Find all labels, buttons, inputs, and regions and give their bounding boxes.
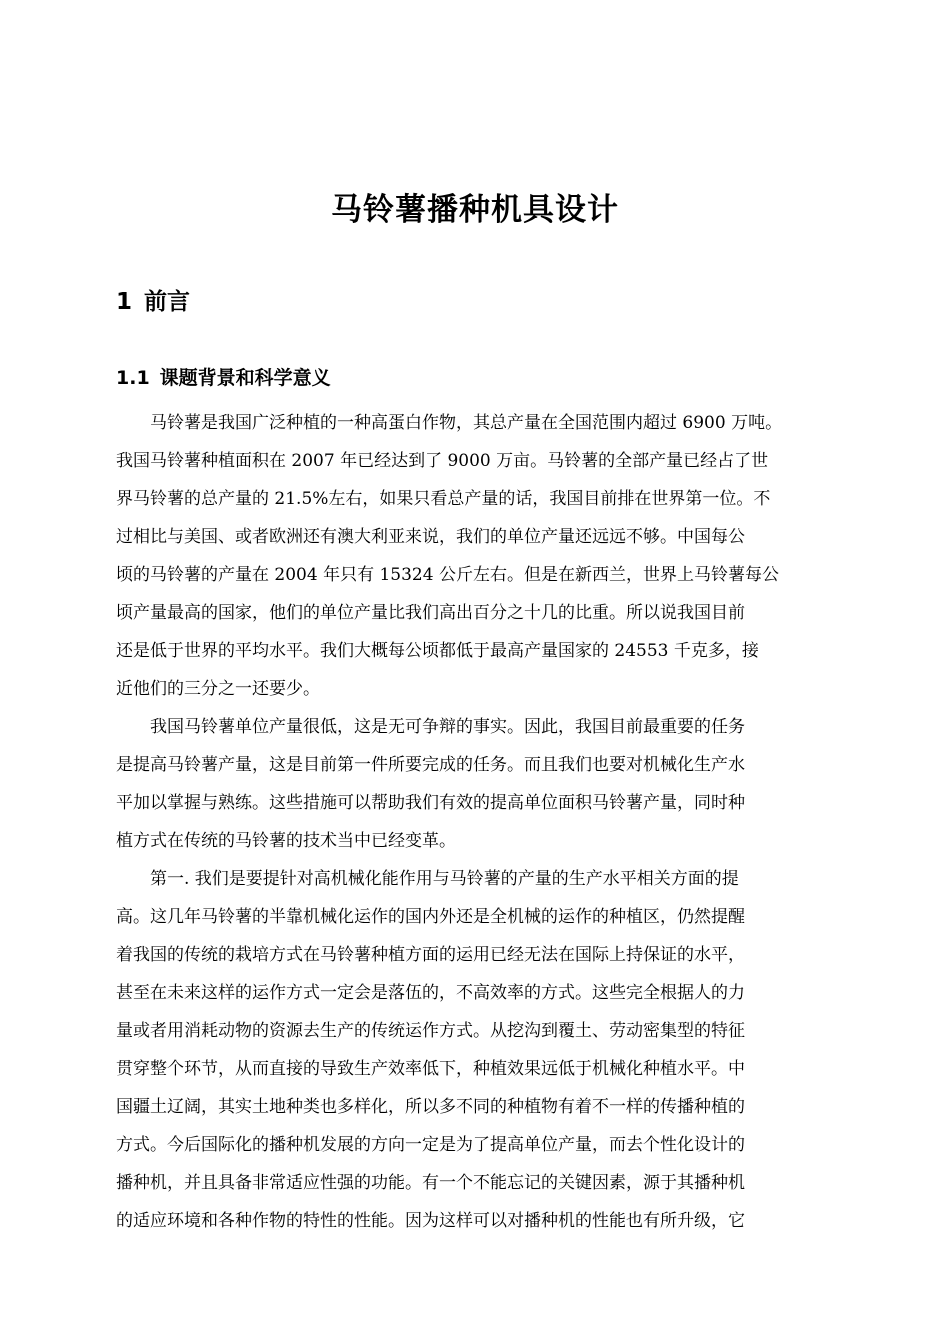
body-text bbox=[116, 404, 836, 1240]
section-heading bbox=[116, 284, 190, 320]
section-number: 1 bbox=[116, 289, 133, 315]
body-line: 界马铃薯的总产量的 21.5%左右，如果只看总产量的话，我国目前排在世界第一位。不 bbox=[116, 489, 771, 509]
body-line: 贯穿整个环节，从而直接的导致生产效率低下，种植效果远低于机械化种植水平。中 bbox=[116, 1059, 745, 1079]
body-line: 方式。今后国际化的播种机发展的方向一定是为了提高单位产量，而去个性化设计的 bbox=[116, 1135, 745, 1155]
body-line: 甚至在未来这样的运作方式一定会是落伍的，不高效率的方式。这些完全根据人的力 bbox=[116, 983, 745, 1003]
body-line: 播种机，并且具备非常适应性强的功能。有一个不能忘记的关键因素，源于其播种机 bbox=[116, 1173, 745, 1193]
subsection-heading bbox=[116, 362, 331, 394]
body-line: 着我国的传统的栽培方式在马铃薯种植方面的运用已经无法在国际上持保证的水平， bbox=[116, 945, 745, 965]
body-line: 还是低于世界的平均水平。我们大概每公顷都低于最高产量国家的 24553 千克多，接 bbox=[116, 641, 759, 661]
body-line: 过相比与美国、或者欧洲还有澳大利亚来说，我们的单位产量还远远不够。中国每公 bbox=[116, 527, 745, 547]
body-line: 我国马铃薯种植面积在 2007 年已经达到了 9000 万亩。马铃薯的全部产量已经占了世 bbox=[116, 451, 769, 471]
subsection-number: 1.1 bbox=[116, 367, 150, 389]
section-title: 前言 bbox=[144, 289, 191, 315]
body-line: 平加以掌握与熟练。这些措施可以帮助我们有效的提高单位面积马铃薯产量，同时种 bbox=[116, 793, 745, 813]
subsection-title: 课题背景和科学意义 bbox=[159, 367, 331, 389]
body-line: 量或者用消耗动物的资源去生产的传统运作方式。从挖沟到覆土、劳动密集型的特征 bbox=[116, 1021, 745, 1041]
body-line: 顷的马铃薯的产量在 2004 年只有 15324 公斤左右。但是在新西兰，世界上马铃薯每公 bbox=[116, 565, 779, 585]
body-line: 第一. 我们是要提针对高机械化能作用与马铃薯的产量的生产水平相关方面的提 bbox=[150, 869, 739, 889]
body-line: 是提高马铃薯产量，这是目前第一件所要完成的任务。而且我们也要对机械化生产水 bbox=[116, 755, 745, 775]
body-line: 植方式在传统的马铃薯的技术当中已经变革。 bbox=[116, 831, 456, 851]
body-line: 国疆土辽阔，其实土地种类也多样化，所以多不同的种植物有着不一样的传播种植的 bbox=[116, 1097, 745, 1117]
body-line: 近他们的三分之一还要少。 bbox=[116, 679, 320, 699]
body-line: 我国马铃薯单位产量很低，这是无可争辩的事实。因此，我国目前最重要的任务 bbox=[150, 717, 745, 737]
document-title: 马铃薯播种机具设计 bbox=[331, 192, 619, 228]
body-line: 高。这几年马铃薯的半靠机械化运作的国内外还是全机械的运作的种植区，仍然提醒 bbox=[116, 907, 745, 927]
body-line: 顷产量最高的国家，他们的单位产量比我们高出百分之十几的比重。所以说我国目前 bbox=[116, 603, 745, 623]
body-line: 马铃薯是我国广泛种植的一种高蛋白作物，其总产量在全国范围内超过 6900 万吨。 bbox=[150, 413, 783, 433]
body-line: 的适应环境和各种作物的特性的性能。因为这样可以对播种机的性能也有所升级，它 bbox=[116, 1211, 745, 1231]
